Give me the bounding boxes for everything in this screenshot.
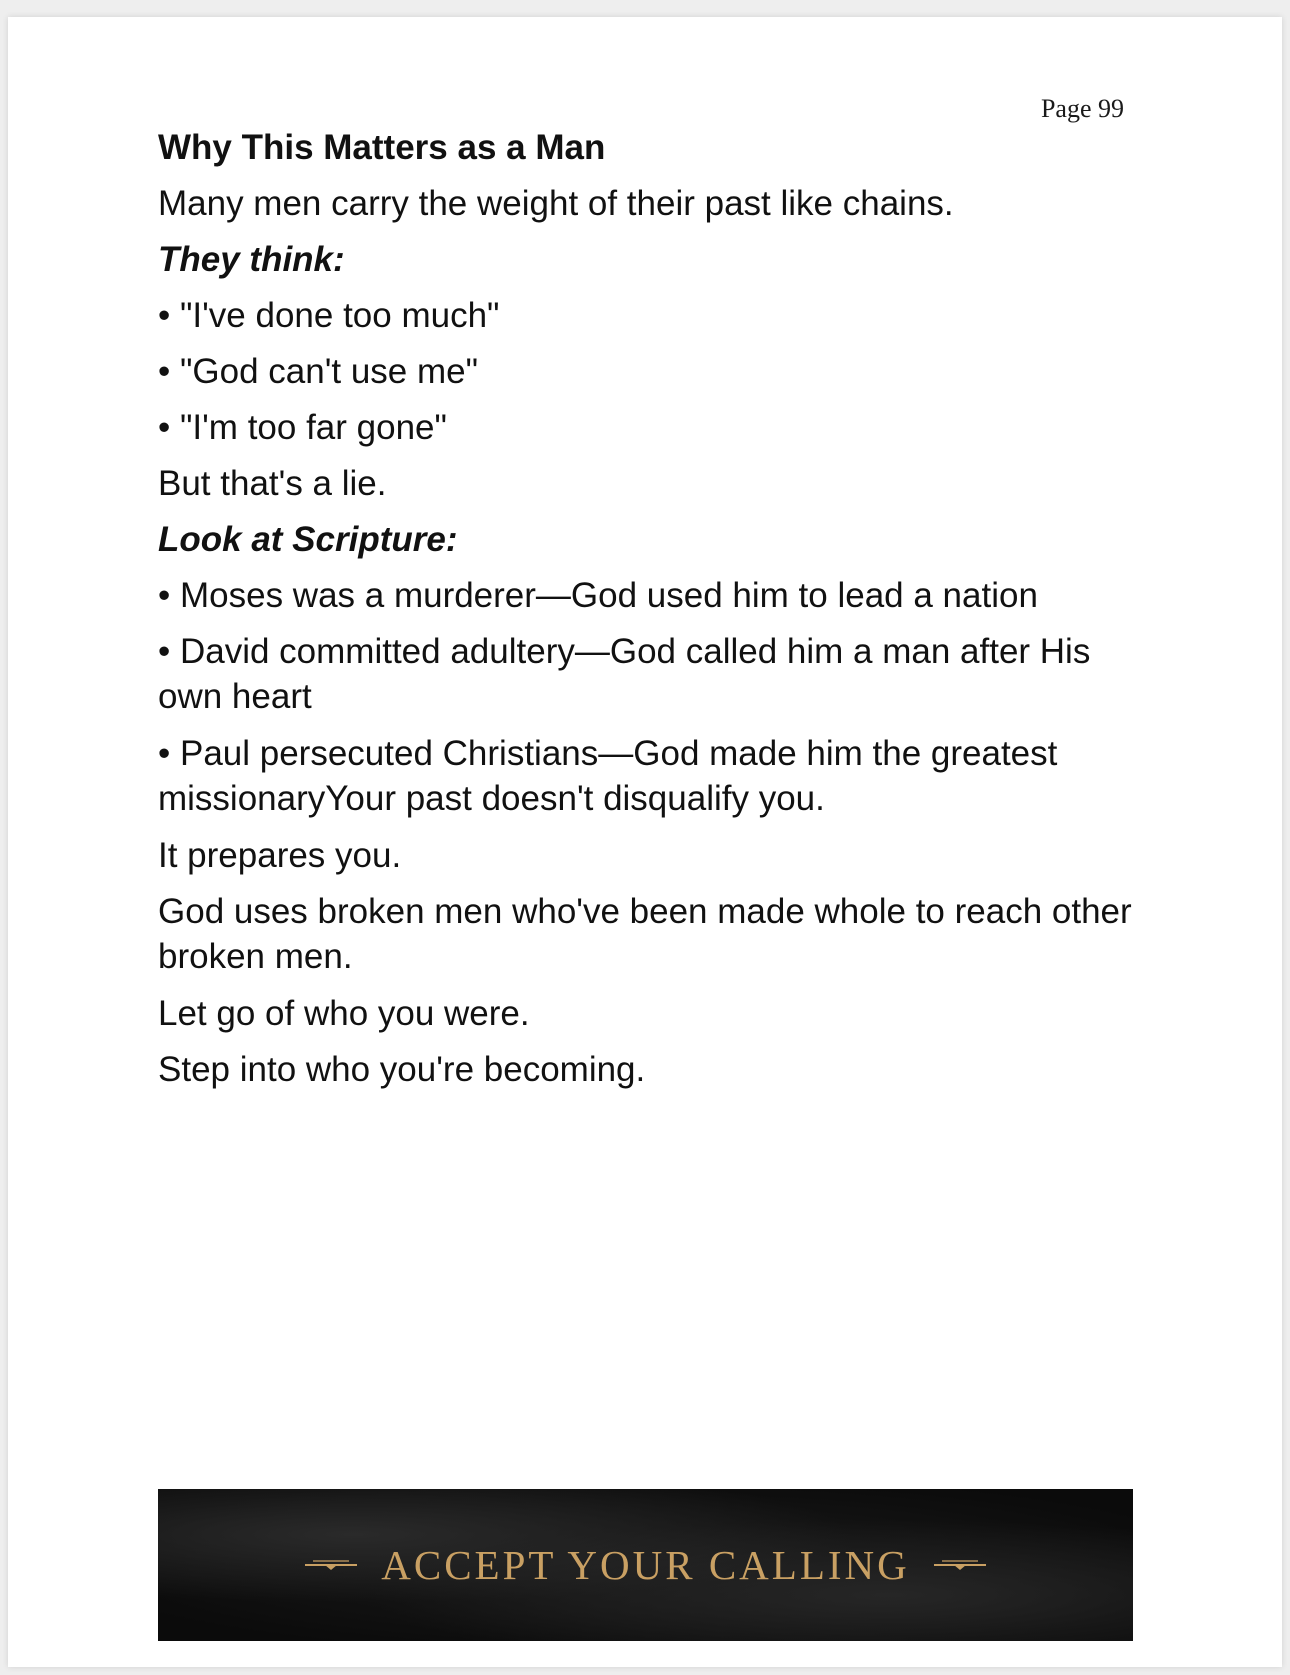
list-item: • Paul persecuted Christians—God made him the greatest missionaryYour past doesn't disqualify you. <box>158 734 1058 818</box>
step-into-text: Step into who you're becoming. <box>158 1050 646 1089</box>
page-number: Page 99 <box>1040 94 1124 123</box>
calling-banner <box>158 1489 1133 1641</box>
banner-text: ACCEPT YOUR CALLING <box>381 1542 910 1588</box>
prepares-text: It prepares you. <box>158 836 402 875</box>
list-item: • "God can't use me" <box>158 352 479 391</box>
list-item: • Moses was a murderer—God used him to lead a nation <box>158 576 1038 615</box>
broken-men-text: God uses broken men who've been made whole to reach other broken men. <box>158 892 1132 976</box>
page-content <box>158 125 1138 1103</box>
list-item: • "I'm too far gone" <box>158 408 447 447</box>
list-item: • David committed adultery—God called him a man after His own heart <box>158 632 1091 716</box>
left-ornament-icon <box>303 1557 359 1573</box>
let-go-text: Let go of who you were. <box>158 994 530 1033</box>
document-page <box>8 17 1282 1667</box>
section-heading: Why This Matters as a Man <box>158 128 606 167</box>
list-item: • "I've done too much" <box>158 296 500 335</box>
they-think-heading: They think: <box>158 240 345 279</box>
intro-text: Many men carry the weight of their past like chains. <box>158 184 954 223</box>
scripture-heading: Look at Scripture: <box>158 520 458 559</box>
lie-text: But that's a lie. <box>158 464 387 503</box>
right-ornament-icon <box>932 1557 988 1573</box>
